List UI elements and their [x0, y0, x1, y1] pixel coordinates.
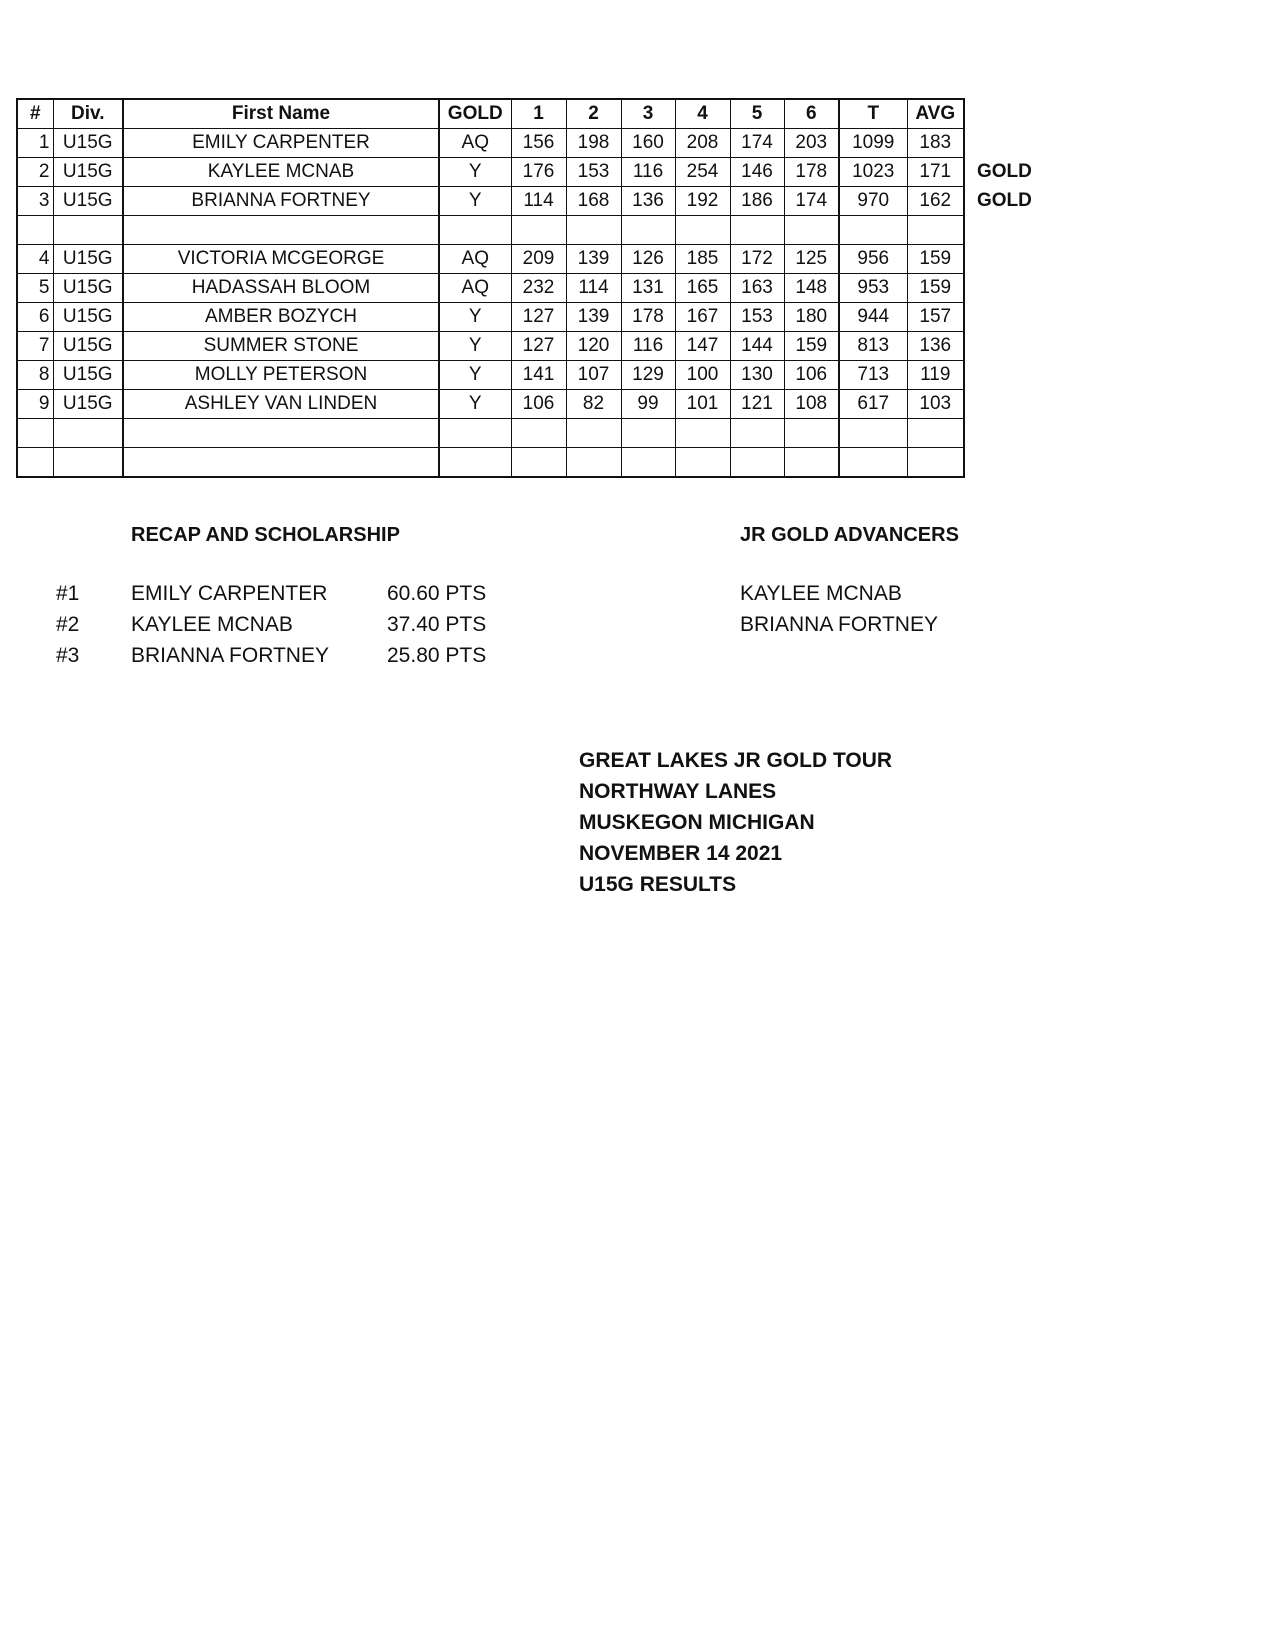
cell-game-1: 114	[511, 187, 566, 216]
cell-total: 813	[839, 332, 907, 361]
recap-heading: RECAP AND SCHOLARSHIP	[131, 524, 400, 546]
cell-game-2	[566, 419, 621, 448]
table-row	[17, 332, 964, 361]
cell-first-name: HADASSAH BLOOM	[123, 274, 439, 303]
table-row	[17, 303, 964, 332]
cell-game-5: 186	[730, 187, 784, 216]
cell-first-name: MOLLY PETERSON	[123, 361, 439, 390]
table-row	[17, 361, 964, 390]
cell-game-2: 107	[566, 361, 621, 390]
cell-game-4: 100	[675, 361, 730, 390]
cell-first-name: SUMMER STONE	[123, 332, 439, 361]
cell-gold: Y	[439, 361, 511, 390]
cell-game-1: 127	[511, 303, 566, 332]
cell-total: 1099	[839, 129, 907, 158]
cell-game-5: 153	[730, 303, 784, 332]
table-body	[17, 129, 964, 478]
cell-division	[53, 448, 123, 478]
table-row	[17, 448, 964, 478]
advancer-name: KAYLEE MCNAB	[740, 582, 902, 605]
cell-gold: AQ	[439, 274, 511, 303]
cell-game-5: 174	[730, 129, 784, 158]
recap-rank: #3	[56, 644, 80, 667]
cell-rank: 6	[17, 303, 53, 332]
cell-game-5: 130	[730, 361, 784, 390]
recap-name: BRIANNA FORTNEY	[131, 644, 329, 667]
cell-game-1: 141	[511, 361, 566, 390]
cell-game-4: 101	[675, 390, 730, 419]
cell-game-3	[621, 216, 675, 245]
cell-division: U15G	[53, 390, 123, 419]
cell-game-6: 108	[784, 390, 839, 419]
cell-rank: 5	[17, 274, 53, 303]
header-game-6: 6	[784, 99, 839, 129]
cell-total: 713	[839, 361, 907, 390]
header-total: T	[839, 99, 907, 129]
cell-rank: 8	[17, 361, 53, 390]
header-game-4: 4	[675, 99, 730, 129]
header-average: AVG	[907, 99, 964, 129]
recap-rank: #2	[56, 613, 80, 636]
cell-game-5	[730, 419, 784, 448]
cell-game-4	[675, 216, 730, 245]
cell-game-1	[511, 419, 566, 448]
cell-average	[907, 216, 964, 245]
recap-rank: #1	[56, 582, 80, 605]
table-row	[17, 390, 964, 419]
cell-game-1: 176	[511, 158, 566, 187]
venue-location: MUSKEGON MICHIGAN	[579, 811, 815, 834]
cell-average: 162	[907, 187, 964, 216]
cell-total	[839, 419, 907, 448]
cell-game-5: 172	[730, 245, 784, 274]
header-game-1: 1	[511, 99, 566, 129]
cell-first-name	[123, 448, 439, 478]
header-game-2: 2	[566, 99, 621, 129]
cell-division: U15G	[53, 158, 123, 187]
recap-pts: 25.80 PTS	[387, 644, 487, 667]
cell-game-2: 139	[566, 303, 621, 332]
cell-game-6	[784, 448, 839, 478]
cell-average: 159	[907, 274, 964, 303]
gold-advancer-note: GOLD	[977, 190, 1032, 211]
venue-name: NORTHWAY LANES	[579, 780, 777, 803]
cell-average: 136	[907, 332, 964, 361]
cell-rank: 4	[17, 245, 53, 274]
cell-gold	[439, 216, 511, 245]
cell-game-3: 131	[621, 274, 675, 303]
header-rank: #	[17, 99, 53, 129]
cell-average: 103	[907, 390, 964, 419]
header-division: Div.	[53, 99, 123, 129]
cell-first-name: VICTORIA MCGEORGE	[123, 245, 439, 274]
cell-gold: Y	[439, 187, 511, 216]
cell-first-name: BRIANNA FORTNEY	[123, 187, 439, 216]
advancer-name: BRIANNA FORTNEY	[740, 613, 938, 636]
cell-division	[53, 216, 123, 245]
cell-average: 183	[907, 129, 964, 158]
cell-game-5: 144	[730, 332, 784, 361]
cell-division: U15G	[53, 187, 123, 216]
cell-rank	[17, 448, 53, 478]
cell-average: 157	[907, 303, 964, 332]
cell-game-6: 106	[784, 361, 839, 390]
cell-division: U15G	[53, 274, 123, 303]
table-row	[17, 158, 964, 187]
cell-game-3: 160	[621, 129, 675, 158]
cell-game-4: 254	[675, 158, 730, 187]
cell-game-4: 165	[675, 274, 730, 303]
cell-game-5: 121	[730, 390, 784, 419]
table-head	[17, 99, 964, 129]
header-gold: GOLD	[439, 99, 511, 129]
cell-game-6: 180	[784, 303, 839, 332]
cell-game-1: 209	[511, 245, 566, 274]
cell-game-4	[675, 419, 730, 448]
header-row	[17, 99, 964, 129]
cell-average	[907, 419, 964, 448]
cell-first-name: KAYLEE MCNAB	[123, 158, 439, 187]
cell-game-6: 203	[784, 129, 839, 158]
cell-division: U15G	[53, 303, 123, 332]
cell-rank: 9	[17, 390, 53, 419]
recap-name: KAYLEE MCNAB	[131, 613, 293, 636]
cell-rank: 1	[17, 129, 53, 158]
cell-game-2: 139	[566, 245, 621, 274]
cell-gold	[439, 419, 511, 448]
cell-rank	[17, 216, 53, 245]
cell-game-2: 198	[566, 129, 621, 158]
table-row	[17, 187, 964, 216]
cell-game-2	[566, 448, 621, 478]
cell-game-6	[784, 419, 839, 448]
cell-rank: 7	[17, 332, 53, 361]
cell-gold: AQ	[439, 245, 511, 274]
results-table	[16, 98, 965, 478]
cell-game-6: 159	[784, 332, 839, 361]
table-row	[17, 419, 964, 448]
tour-name: GREAT LAKES JR GOLD TOUR	[579, 749, 893, 772]
cell-total: 970	[839, 187, 907, 216]
cell-game-6: 125	[784, 245, 839, 274]
table-row	[17, 129, 964, 158]
cell-game-3: 116	[621, 158, 675, 187]
cell-game-6	[784, 216, 839, 245]
cell-division: U15G	[53, 332, 123, 361]
cell-game-2: 168	[566, 187, 621, 216]
cell-game-5: 163	[730, 274, 784, 303]
cell-game-6: 148	[784, 274, 839, 303]
cell-game-3: 136	[621, 187, 675, 216]
cell-game-1: 156	[511, 129, 566, 158]
cell-game-4: 185	[675, 245, 730, 274]
cell-game-2: 82	[566, 390, 621, 419]
cell-game-3: 126	[621, 245, 675, 274]
cell-division: U15G	[53, 361, 123, 390]
cell-game-4: 167	[675, 303, 730, 332]
recap-pts: 37.40 PTS	[387, 613, 487, 636]
cell-game-1	[511, 448, 566, 478]
cell-gold: Y	[439, 332, 511, 361]
event-date: NOVEMBER 14 2021	[579, 842, 783, 865]
cell-game-2: 153	[566, 158, 621, 187]
cell-game-3: 116	[621, 332, 675, 361]
cell-total: 953	[839, 274, 907, 303]
cell-game-4: 147	[675, 332, 730, 361]
cell-average	[907, 448, 964, 478]
advancers-heading: JR GOLD ADVANCERS	[740, 524, 959, 546]
cell-division: U15G	[53, 129, 123, 158]
cell-gold: Y	[439, 303, 511, 332]
results-title: U15G RESULTS	[579, 873, 737, 896]
cell-first-name: AMBER BOZYCH	[123, 303, 439, 332]
table-row	[17, 274, 964, 303]
cell-game-5	[730, 216, 784, 245]
cell-game-3	[621, 419, 675, 448]
cell-game-4	[675, 448, 730, 478]
cell-game-1: 106	[511, 390, 566, 419]
recap-name: EMILY CARPENTER	[131, 582, 328, 605]
cell-first-name	[123, 216, 439, 245]
cell-first-name: ASHLEY VAN LINDEN	[123, 390, 439, 419]
cell-total: 1023	[839, 158, 907, 187]
cell-game-3: 178	[621, 303, 675, 332]
header-game-5: 5	[730, 99, 784, 129]
cell-average: 171	[907, 158, 964, 187]
cell-game-4: 192	[675, 187, 730, 216]
cell-game-6: 174	[784, 187, 839, 216]
cell-division: U15G	[53, 245, 123, 274]
cell-first-name: EMILY CARPENTER	[123, 129, 439, 158]
gold-advancer-note: GOLD	[977, 161, 1032, 182]
cell-game-3: 129	[621, 361, 675, 390]
cell-game-2	[566, 216, 621, 245]
cell-division	[53, 419, 123, 448]
cell-game-3	[621, 448, 675, 478]
header-first-name: First Name	[123, 99, 439, 129]
cell-game-6: 178	[784, 158, 839, 187]
cell-first-name	[123, 419, 439, 448]
cell-gold: Y	[439, 158, 511, 187]
cell-average: 159	[907, 245, 964, 274]
cell-average: 119	[907, 361, 964, 390]
cell-total: 944	[839, 303, 907, 332]
cell-rank	[17, 419, 53, 448]
cell-game-5: 146	[730, 158, 784, 187]
cell-game-5	[730, 448, 784, 478]
cell-gold: Y	[439, 390, 511, 419]
cell-gold	[439, 448, 511, 478]
cell-total: 956	[839, 245, 907, 274]
cell-rank: 3	[17, 187, 53, 216]
cell-gold: AQ	[439, 129, 511, 158]
cell-total	[839, 216, 907, 245]
header-game-3: 3	[621, 99, 675, 129]
cell-game-1: 127	[511, 332, 566, 361]
cell-game-2: 120	[566, 332, 621, 361]
cell-game-1: 232	[511, 274, 566, 303]
event-info	[579, 745, 892, 900]
cell-total: 617	[839, 390, 907, 419]
cell-rank: 2	[17, 158, 53, 187]
table-row	[17, 216, 964, 245]
table-row	[17, 245, 964, 274]
cell-total	[839, 448, 907, 478]
recap-pts: 60.60 PTS	[387, 582, 487, 605]
cell-game-4: 208	[675, 129, 730, 158]
cell-game-2: 114	[566, 274, 621, 303]
cell-game-1	[511, 216, 566, 245]
cell-game-3: 99	[621, 390, 675, 419]
